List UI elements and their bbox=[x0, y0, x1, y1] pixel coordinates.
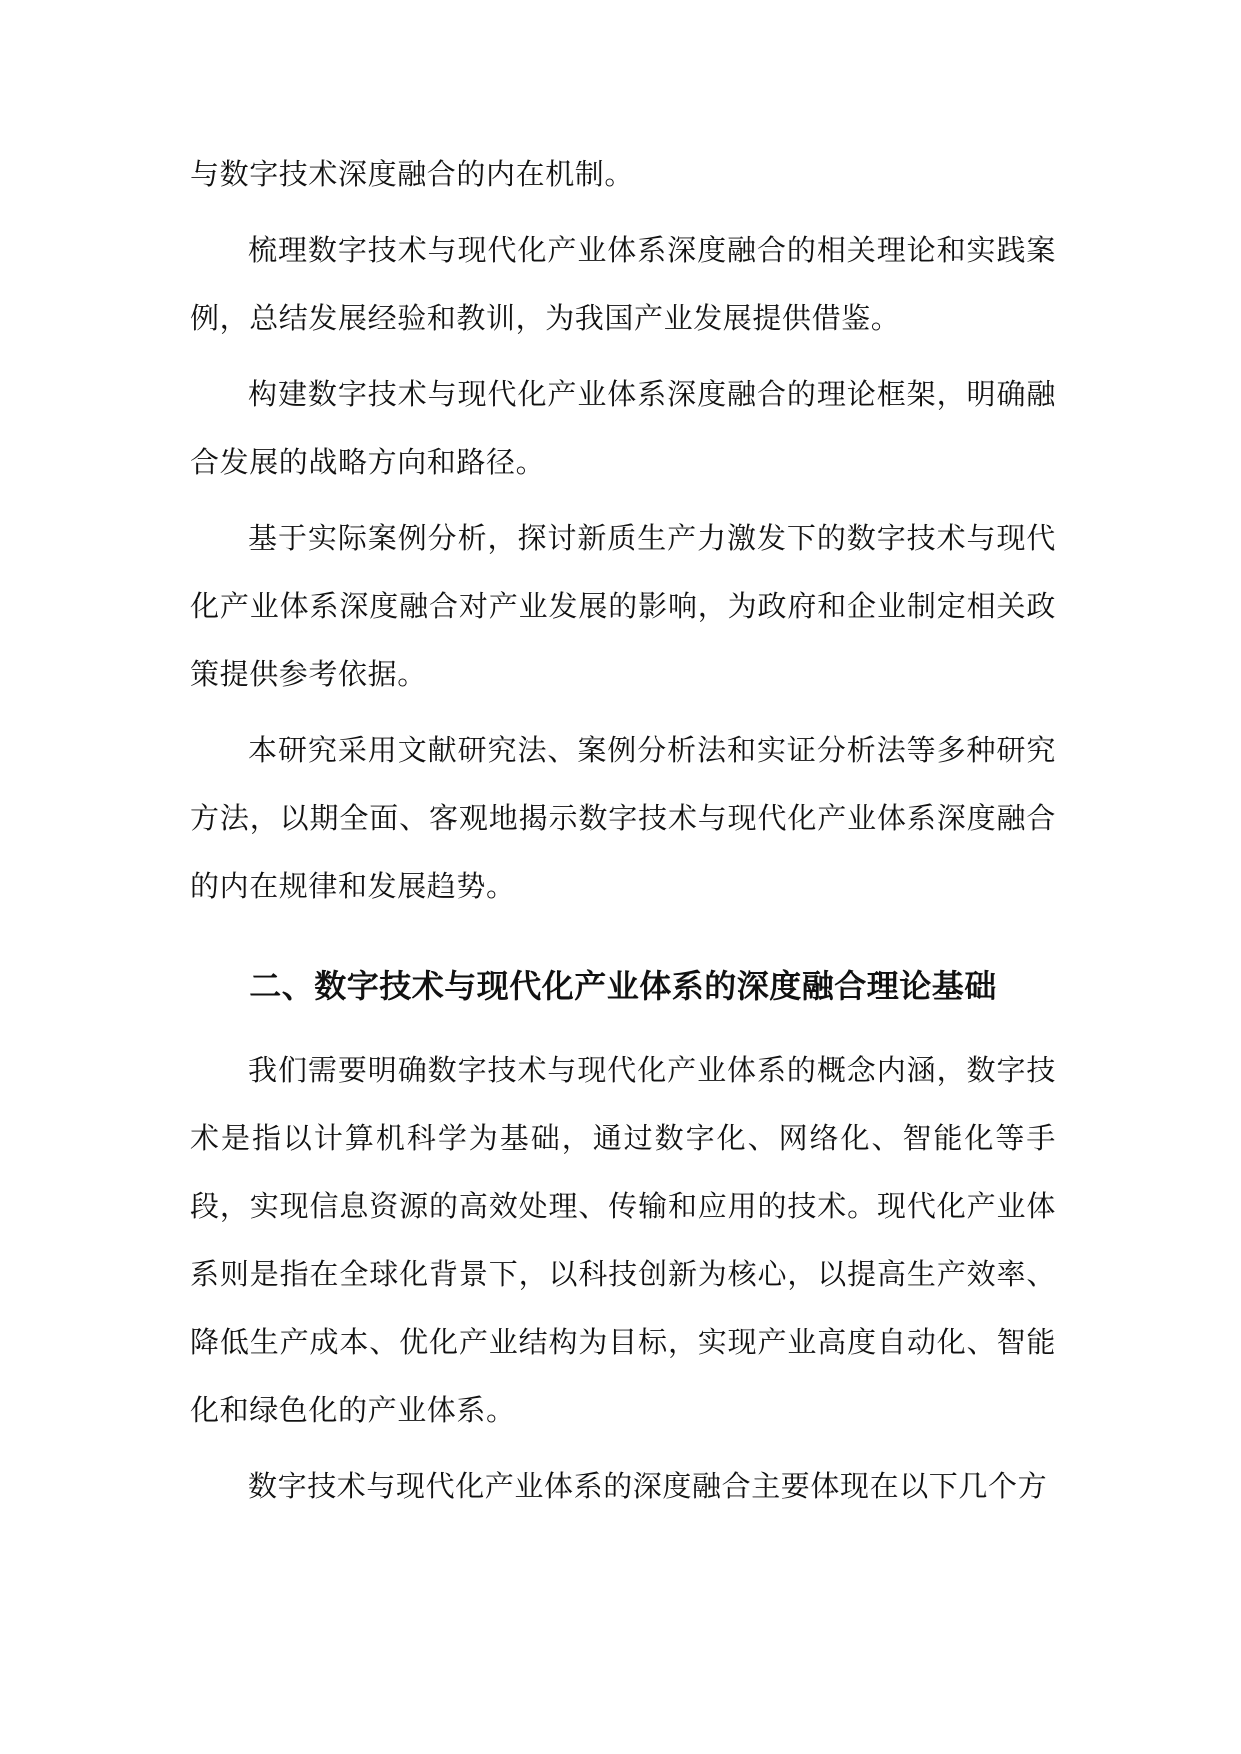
paragraph-methods: 本研究采用文献研究法、案例分析法和实证分析法等多种研究方法，以期全面、客观地揭示数字技术与现代化产业体系深度融合的内在规律和发展趋势。 bbox=[190, 733, 1056, 903]
document-body bbox=[190, 140, 1056, 1528]
paragraph-concepts: 我们需要明确数字技术与现代化产业体系的概念内涵，数字技术是指以计算机科学为基础，通过数字化、网络化、智能化等手段，实现信息资源的高效处理、传输和应用的技术。现代化产业体系则是指在全球化背景下，以科技创新为核心，以提高生产效率、降低生产成本、优化产业结构为目标，实现产业高度自动化、智能化和绿色化的产业体系。 bbox=[190, 1053, 1056, 1427]
section-heading: 二、数字技术与现代化产业体系的深度融合理论基础 bbox=[249, 967, 997, 1005]
paragraph-integration-aspects: 数字技术与现代化产业体系的深度融合主要体现在以下几个方 bbox=[248, 1469, 1048, 1503]
paragraph-case-analysis: 基于实际案例分析，探讨新质生产力激发下的数字技术与现代化产业体系深度融合对产业发展的影响，为政府和企业制定相关政策提供参考依据。 bbox=[190, 521, 1056, 691]
paragraph-continuation: 与数字技术深度融合的内在机制。 bbox=[190, 157, 635, 191]
paragraph-review-cases: 梳理数字技术与现代化产业体系深度融合的相关理论和实践案例，总结发展经验和教训，为我国产业发展提供借鉴。 bbox=[190, 233, 1056, 335]
paragraph-framework: 构建数字技术与现代化产业体系深度融合的理论框架，明确融合发展的战略方向和路径。 bbox=[190, 377, 1056, 479]
